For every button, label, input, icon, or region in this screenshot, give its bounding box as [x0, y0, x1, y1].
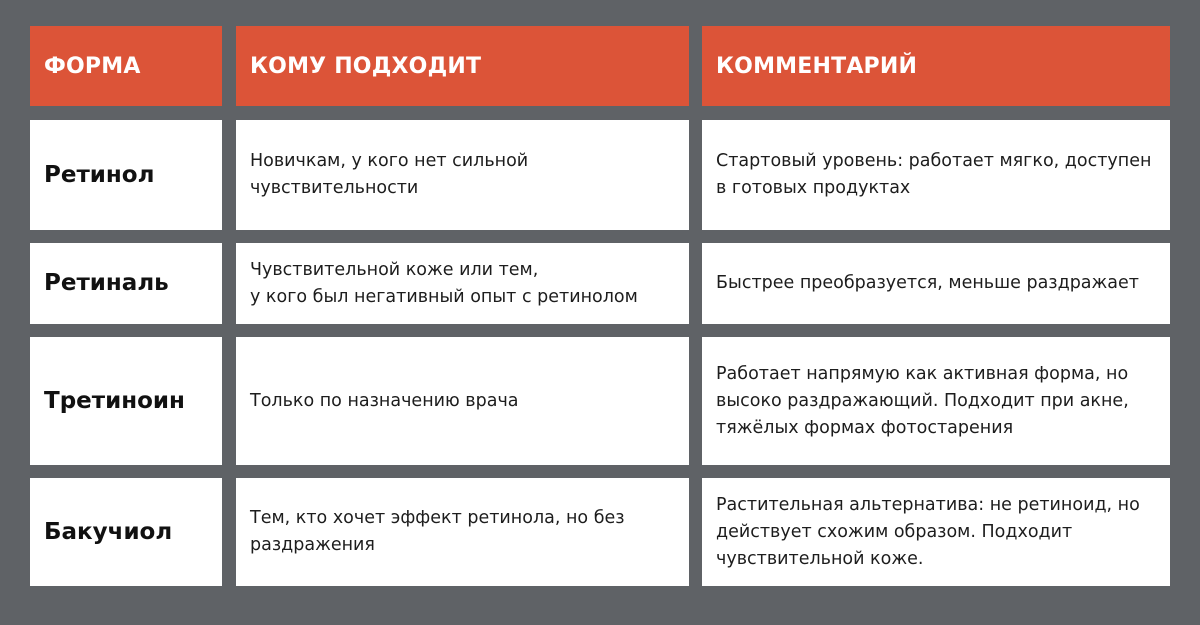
header-suits — [236, 26, 689, 106]
comment-text: Стартовый уровень: работает мягко, доступен в готовых продуктах — [716, 151, 1152, 198]
header-comment — [702, 26, 1170, 106]
table-row — [30, 120, 1170, 230]
comment-text: Растительная альтернатива: не ретиноид, но действует схожим образом. Подходит чувствительной коже. — [716, 494, 1140, 569]
header-suits-label: КОМУ ПОДХОДИТ — [250, 53, 482, 79]
form-cell — [30, 478, 222, 586]
form-name: Третиноин — [44, 387, 185, 414]
comment-text: Работает напрямую как активная форма, но высоко раздражающий. Подходит при акне, тяжёлых формах фотостарения — [716, 363, 1129, 438]
suits-cell — [236, 478, 689, 586]
header-comment-label: КОММЕНТАРИЙ — [716, 53, 918, 79]
comment-cell — [702, 120, 1170, 230]
table-row — [30, 337, 1170, 465]
header-form-label: ФОРМА — [44, 53, 141, 79]
suits-text: Тем, кто хочет эффект ретинола, но без раздражения — [250, 508, 625, 555]
table-row — [30, 478, 1170, 586]
header-form — [30, 26, 222, 106]
suits-cell — [236, 337, 689, 465]
form-cell — [30, 120, 222, 230]
form-name: Бакучиол — [44, 518, 173, 545]
table-row — [30, 243, 1170, 324]
suits-cell — [236, 243, 689, 324]
form-name: Ретинол — [44, 161, 155, 188]
comment-cell — [702, 243, 1170, 324]
comment-cell — [702, 337, 1170, 465]
form-cell — [30, 337, 222, 465]
comment-text: Быстрее преобразуется, меньше раздражает — [716, 273, 1139, 293]
form-cell — [30, 243, 222, 324]
suits-cell — [236, 120, 689, 230]
form-name: Ретиналь — [44, 270, 169, 296]
suits-text: Только по назначению врача — [250, 390, 519, 411]
suits-text: Новичкам, у кого нет сильной чувствительности — [250, 151, 529, 198]
comment-cell — [702, 478, 1170, 586]
suits-text: Чувствительной коже или тем, у кого был негативный опыт с ретинолом — [250, 259, 638, 307]
table-header-row — [30, 26, 1170, 106]
